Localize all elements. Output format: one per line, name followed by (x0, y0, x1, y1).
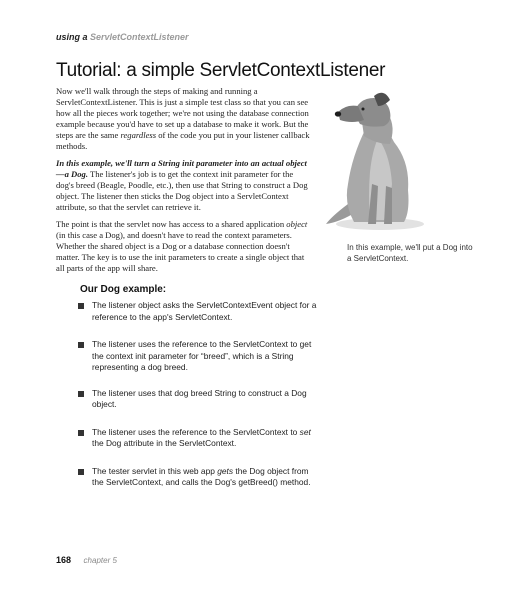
steps-list (78, 300, 318, 489)
bullet-square-icon (78, 303, 84, 309)
step-text: The listener uses that dog breed String to construct a Dog object. (92, 387, 307, 409)
dog-nose (335, 111, 341, 116)
intro-p2-text: The listener's job is to get the context init parameter for the dog's breed (Beagle, Poodle, etc.), then use that String to construct a Dog object. The listener then sticks the Dog object into a ServletContext attribute, so that the servlet can retrieve it. (56, 169, 308, 212)
intro-p1-emphasis: regardless (120, 130, 157, 140)
dog-photo (318, 92, 448, 232)
step-emphasis: set (299, 426, 311, 437)
step-item (78, 388, 318, 411)
intro-paragraph-3 (56, 219, 312, 274)
step-item (78, 300, 318, 323)
running-head-prefix: using a (56, 32, 91, 42)
running-head (56, 32, 189, 42)
section-title: Our Dog example: (80, 284, 167, 295)
bullet-square-icon (78, 430, 84, 436)
step-item (78, 427, 318, 450)
intro-paragraph-2 (56, 158, 312, 213)
intro-text (56, 86, 312, 280)
step-text: The listener object asks the ServletContextEvent object for a reference to the app's ServletContext. (92, 300, 317, 322)
bullet-square-icon (78, 469, 84, 475)
dog-eye (362, 108, 365, 111)
chapter-label: chapter 5 (83, 556, 117, 565)
intro-p3-text: (in this case a Dog), and doesn't have to read the context parameters. Whether the shared object is a Dog or a database connection doesn't matter. The key is to use the init parameters to create a single object that all parts of the app will share. (56, 230, 305, 273)
photo-caption: In this example, we'll put a Dog into a ServletContext. (347, 243, 473, 263)
running-head-topic: ServletContextListener (90, 32, 189, 42)
step-text: The tester servlet in this web app (92, 465, 218, 476)
step-text: The listener uses the reference to the ServletContext to get the context init parameter for “breed”, which is a String representing a dog breed. (92, 339, 312, 372)
page-number: 168 (56, 555, 72, 565)
step-emphasis: gets (217, 465, 234, 476)
step-text-end: the Dog object from the ServletContext, and calls the Dog's getBreed() method. (92, 465, 311, 487)
page-title: Tutorial: a simple ServletContextListener (56, 60, 386, 81)
page-footer (56, 555, 117, 565)
intro-p3-emphasis: object (286, 219, 308, 229)
step-text: The listener uses the reference to the ServletContext to (92, 426, 300, 437)
intro-paragraph-1 (56, 86, 312, 152)
step-item (78, 339, 318, 374)
intro-p1-text: Now we'll walk through the steps of making and running a ServletContextListener. This is just a simple test class so that you can see how all the pieces work together; we're not using the database connection example because you'd have to set up a database to make it work. But the steps are the same (56, 86, 309, 140)
intro-p2-bold: In this example, we'll turn a String init parameter into an actual object—a Dog. (56, 158, 307, 179)
step-text-end: the Dog attribute in the ServletContext. (92, 438, 237, 448)
bullet-square-icon (78, 391, 84, 397)
bullet-square-icon (78, 342, 84, 348)
intro-p3-start: The point is that the servlet now has access to a shared application (56, 219, 287, 229)
intro-p1-end: of the code you put in your listener callback methods. (56, 130, 310, 151)
step-item (78, 466, 318, 489)
